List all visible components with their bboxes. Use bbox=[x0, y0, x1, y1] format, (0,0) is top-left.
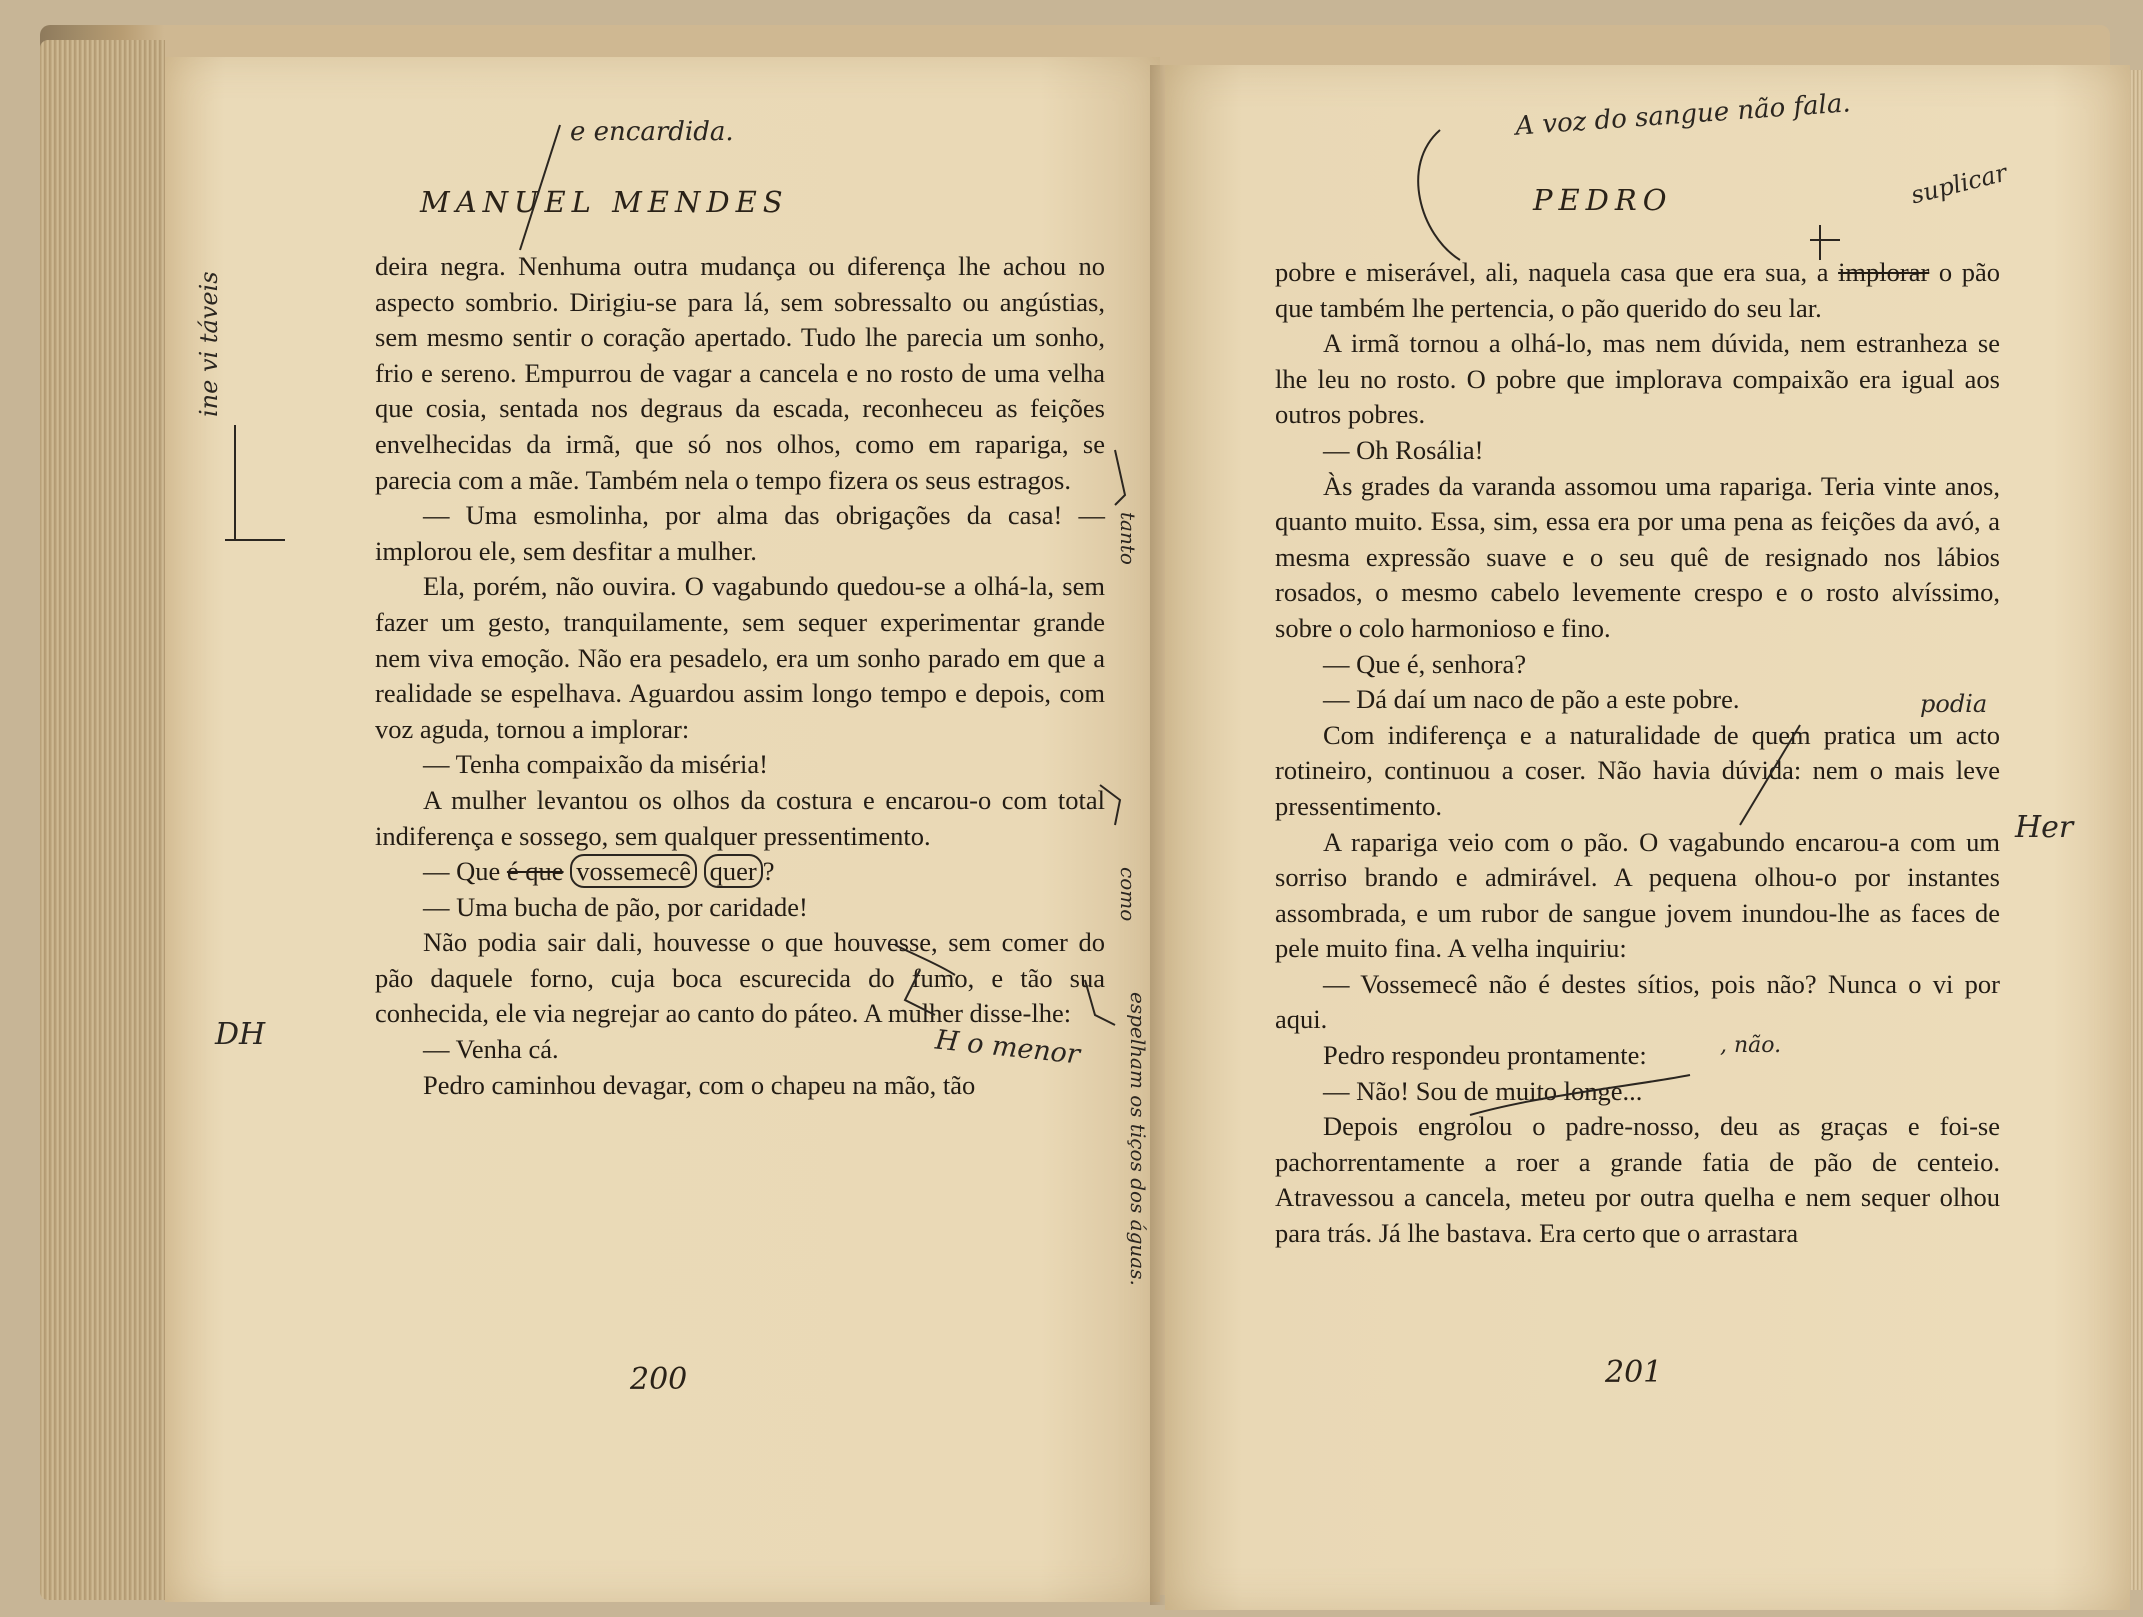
annotation-dh: DH bbox=[215, 1017, 266, 1052]
paragraph: — Tenha compaixão da miséria! bbox=[423, 749, 768, 780]
ink-line bbox=[1085, 980, 1115, 1025]
paragraph: Com indiferença e a naturalidade de quem pratica um acto rotineiro, continuou a coser. Não havia dúvida: nem o mais leve pressentimento. bbox=[1275, 719, 2000, 821]
ink-line bbox=[1100, 785, 1120, 825]
paragraph: — Que é, senhora? bbox=[1323, 648, 1527, 679]
annotation-strokes bbox=[40, 25, 2110, 1595]
paragraph: Depois engrolou o padre-nosso, deu as graças e foi-se pachorrentamente a roer a grande fatia de pão de centeio. Atravessou a cancela, meteu por outra quelha e nem sequer olhou para trás. Já lhe bastava. Era certo que o arrastara bbox=[1275, 1111, 2000, 1249]
paragraph: deira negra. Nenhuma outra mudança ou diferença lhe achou no aspecto sombrio. Dirigiu-se para lá, sem sobressalto ou angústias, sem mesmo sentir o coração apertado. Tudo lhe parecia um sonho, frio e sereno. Empurrou de vagar a cancela e no rosto de uma velha que cosia, sentada nos degraus da escada, reconheceu as feições envelhecidas da irmã, que só nos olhos, como em rapariga, se parecia com a mãe. Também nela o tempo fizera os seus estragos. bbox=[375, 251, 1105, 495]
ink-line bbox=[1740, 725, 1800, 825]
struck-word: implorar bbox=[1838, 257, 1930, 287]
paragraph: A rapariga veio com o pão. O vagabundo encarou-a com um sorriso brando e admirável. A pequena olhou-o por instantes assombrada, e um rubor de sangue jovem inundou-lhe as faces de pele muito fina. A velha inquiriu: bbox=[1275, 826, 2000, 964]
paragraph: Não podia sair dali, houvesse o que houvesse, sem comer do pão daquele forno, cuja boca escurecida do fumo, e tão sua conhecida, ele via negrejar ao canto do páteo. A mulher disse-lhe: bbox=[375, 927, 1105, 1029]
paragraph: — Oh Rosália! bbox=[1323, 434, 1484, 465]
annotation-como: como bbox=[1116, 867, 1140, 922]
paragraph: — Venha cá. bbox=[423, 1034, 559, 1065]
page-number-left: 200 bbox=[630, 1362, 688, 1397]
paragraph: — Dá daí um naco de pão a este pobre. bbox=[1323, 684, 1740, 715]
paragraph: — Uma esmolinha, por alma das obrigações da casa! — implorou ele, sem desfitar a mulher. bbox=[375, 500, 1105, 566]
ink-line bbox=[1418, 130, 1460, 260]
open-book bbox=[40, 25, 2110, 1595]
annotation-espelham: espelham os tiços dos águas. bbox=[1126, 992, 1150, 1286]
annotation-encardida: e encardida. bbox=[570, 117, 734, 147]
paragraph: Pedro respondeu prontamente: bbox=[1323, 1040, 1647, 1071]
annotation-vertical-left: ine vi táveis bbox=[195, 271, 223, 417]
text-span: o pão que também lhe pertencia, o pão querido do seu lar. bbox=[1275, 257, 2001, 323]
paragraph: Ela, porém, não ouvira. O vagabundo quedou-se a olhá-la, sem fazer um gesto, tranquilamente, sem sequer experimentar grande nem viva emoção. Não era pesadelo, era um sonho parado em que a realidade se espelhava. Aguardou assim longo tempo e depois, com voz aguda, tornou a implorar: bbox=[375, 571, 1105, 744]
page-edges-right bbox=[2130, 70, 2143, 1590]
annotation-tanto: tanto bbox=[1116, 512, 1140, 565]
page-number-right: 201 bbox=[1605, 1355, 1663, 1390]
ink-line bbox=[905, 970, 935, 1015]
circled-word: vossemecê bbox=[570, 854, 697, 888]
paragraph: — Uma bucha de pão, por caridade! bbox=[423, 891, 808, 922]
running-header-right: PEDRO bbox=[1533, 183, 1673, 217]
paragraph: — Vossemecê não é destes sítios, pois não? Nunca o vi por aqui. bbox=[1275, 968, 2000, 1035]
annotation-homenor: H o menor bbox=[933, 1024, 1082, 1071]
annotation-her: Her bbox=[2015, 810, 2074, 845]
ink-line bbox=[1810, 225, 1840, 260]
paragraph: Pedro caminhou devagar, com o chapeu na mão, tão bbox=[423, 1069, 976, 1100]
struck-word: é que bbox=[506, 856, 564, 887]
ink-line bbox=[1115, 450, 1125, 505]
text-span: ? bbox=[762, 856, 775, 887]
annotation-podia: podia bbox=[1920, 690, 1988, 718]
annotation-voz-do-sangue: A voz do sangue não fala. bbox=[1514, 88, 1852, 142]
annotation-nao: , não. bbox=[1720, 1033, 1782, 1058]
ink-line bbox=[520, 125, 560, 250]
ink-line bbox=[895, 945, 955, 975]
paragraph: A mulher levantou os olhos da costura e encarou-o com total indiferença e sossego, sem qualquer pressentimento. bbox=[375, 784, 1105, 851]
paragraph: A irmã tornou a olhá-lo, mas nem dúvida, nem estranheza se lhe leu no rosto. O pobre que implorava compaixão era igual aos outros pobres. bbox=[1275, 328, 2000, 430]
paragraph: — Não! Sou de muito longe... bbox=[1323, 1075, 1643, 1106]
ink-line bbox=[1470, 1075, 1690, 1115]
paragraph: Às grades da varanda assomou uma rapariga. Teria vinte anos, quanto muito. Essa, sim, essa era por uma pena as feições da avó, a mesma expressão suave e o seu quê de resignado nos lábios rosados, o mesmo cabelo levemente crespo e o rosto alvíssimo, sobre o colo harmonioso e fino. bbox=[1275, 470, 2000, 643]
text-span: — Que bbox=[423, 856, 507, 887]
annotation-suplicar: suplicar bbox=[1908, 158, 2010, 210]
circled-word: quer bbox=[704, 854, 763, 888]
ink-line bbox=[225, 425, 285, 540]
text-span: pobre e miserável, ali, naquela casa que era sua, a bbox=[1275, 257, 1839, 287]
running-header-left: MANUEL MENDES bbox=[420, 185, 789, 219]
